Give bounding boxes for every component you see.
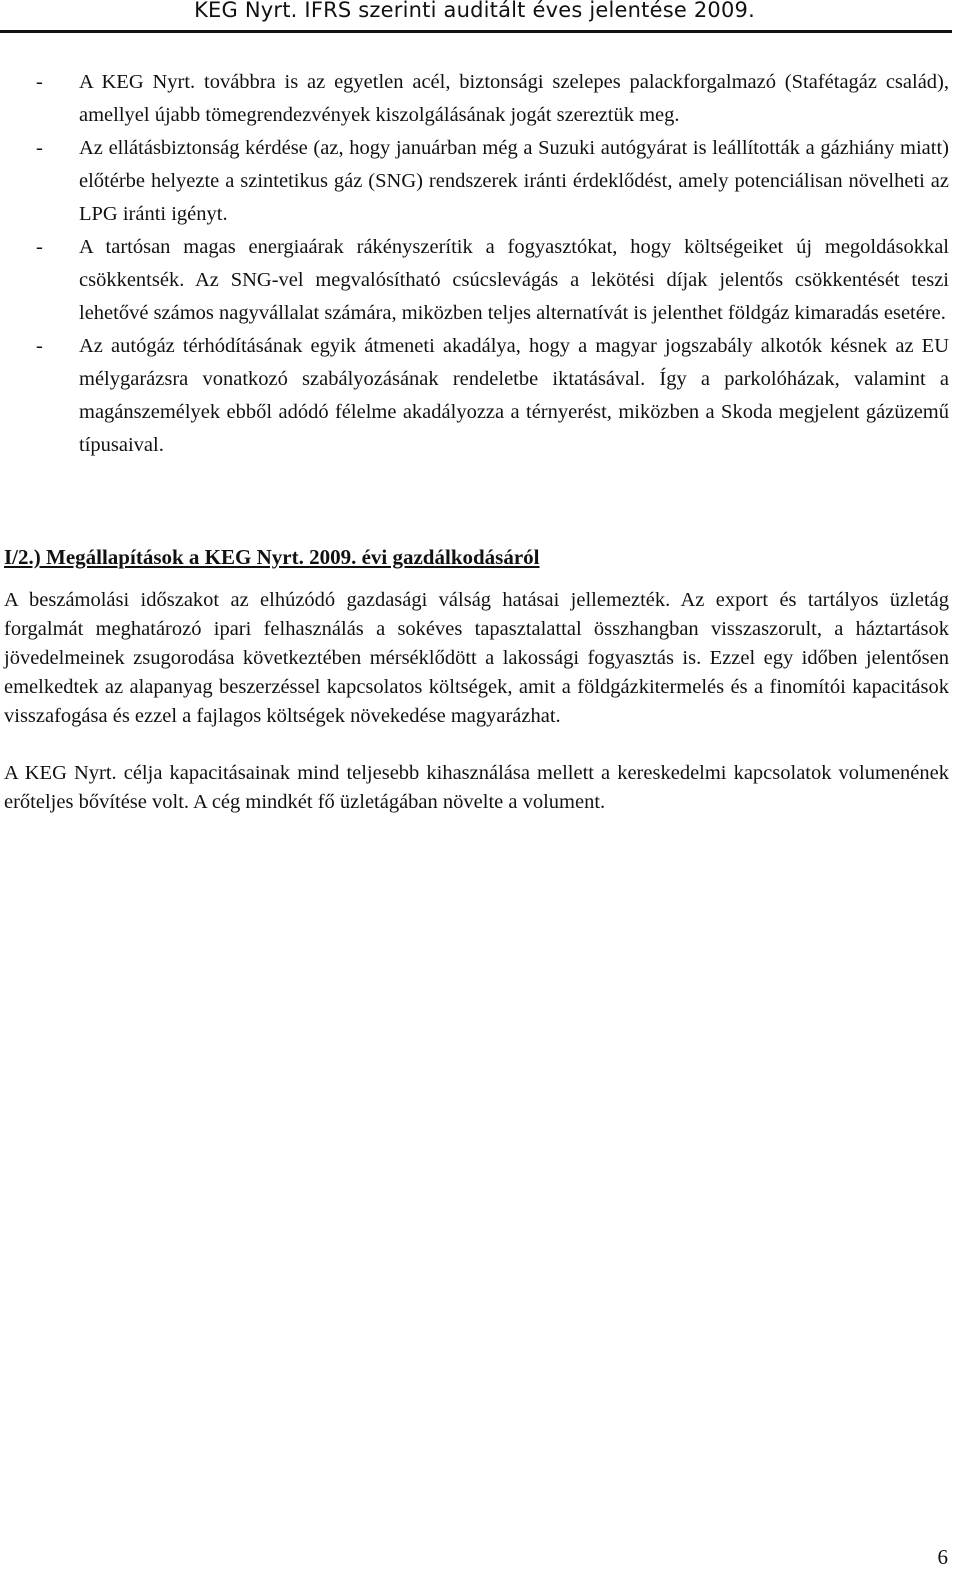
bullet-text: Az ellátásbiztonság kérdése (az, hogy januárban még a Suzuki autógyárat is leállították a gázhiány miatt) előtérbe helyezte a szintetikus gáz (SNG) rendszerek iránti érdeklődést, amely potenciálisan növelheti az LPG iránti igényt. (79, 137, 949, 225)
bullet-list (4, 66, 949, 462)
header-title: KEG Nyrt. IFRS szerinti auditált éves jelentése 2009. (194, 0, 755, 22)
bullet-item (4, 330, 949, 462)
page-number: 6 (937, 1545, 948, 1569)
bullet-text: A tartósan magas energiaárak rákényszerítik a fogyasztókat, hogy költségeiket új megoldásokkal csökkentsék. Az SNG-vel megvalósítható csúcslevágás a lekötési díjak jelentős csökkentését teszi lehetővé számos nagyvállalat számára, miközben teljes alternatívát is jelenthet földgáz kimaradás esetére. (79, 236, 949, 324)
header-rule (0, 30, 952, 33)
bullet-text: Az autógáz térhódításának egyik átmeneti akadálya, hogy a magyar jogszabály alkotók késnek az EU mélygarázsra vonatkozó szabályozásának rendeletbe iktatásával. Így a parkolóházak, valamint a magánszemélyek ebből adódó félelme akadályozza a térnyerést, miközben a Skoda megjelent gázüzemű típusaival. (79, 335, 949, 456)
section-paragraph: A KEG Nyrt. célja kapacitásainak mind teljesebb kihasználása mellett a kereskedelmi kapcsolatok volumenének erőteljes bővítése volt. A cég mindkét fő üzletágában növelte a volument. (4, 762, 949, 813)
bullet-dash: - (36, 236, 43, 258)
bullet-dash: - (36, 137, 43, 159)
bullet-dash: - (36, 335, 43, 357)
bullet-item (4, 132, 949, 231)
bullet-text: A KEG Nyrt. továbbra is az egyetlen acél, biztonsági szelepes palackforgalmazó (Stafétagáz család), amellyel újabb tömegrendezvények kiszolgálásának jogát szereztük meg. (79, 71, 949, 126)
bullet-item (4, 231, 949, 330)
page-content (4, 66, 949, 817)
bullet-item (4, 66, 949, 132)
section-paragraph: A beszámolási időszakot az elhúzódó gazdasági válság hatásai jellemezték. Az export és tartályos üzletág forgalmát meghatározó ipari felhasználás a sokéves tapasztalattal összhangban visszaszorult, a háztartások jövedelmeinek zsugorodása következtében mérséklődött a lakossági fogyasztás is. Ezzel egy időben jelentősen emelkedtek az alapanyag beszerzéssel kapcsolatos költségek, amit a földgázkitermelés és a finomítói kapacitások visszafogása és ezzel a fajlagos költségek növekedése magyarázhat. (4, 589, 949, 727)
page-header (0, 0, 960, 36)
bullet-dash: - (36, 71, 43, 93)
section-heading: I/2.) Megállapítások a KEG Nyrt. 2009. évi gazdálkodásáról (4, 545, 540, 569)
